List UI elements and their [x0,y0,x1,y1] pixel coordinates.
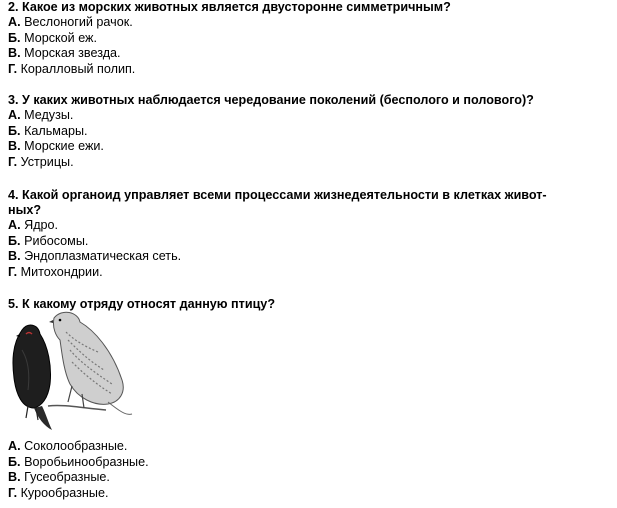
answer-option[interactable] [8,62,451,78]
option-text: Гусеобразные. [24,470,110,485]
answer-option[interactable] [8,249,608,265]
option-letter: Б. [8,123,21,138]
option-text: Морские ежи. [24,139,104,154]
answer-option[interactable] [8,218,608,234]
option-letter: В. [8,249,21,264]
question-title: 3. У каких животных наблюдается чередование поколений (бесполого и полового)? [8,93,534,107]
answer-option[interactable] [8,108,534,124]
option-letter: Г. [8,61,18,76]
option-letter: Г. [8,485,18,500]
option-text: Ядро. [24,218,59,232]
option-text: Рибосомы. [24,233,89,248]
option-text: Коралловый полип. [20,61,136,76]
answer-option[interactable] [8,31,451,47]
option-text: Соколообразные. [24,439,128,453]
option-text: Курообразные. [20,485,109,500]
question-2 [8,0,451,77]
option-letter: Б. [8,233,21,248]
answer-option[interactable] [8,124,534,140]
answer-option[interactable] [8,439,149,455]
option-letter: Б. [8,454,21,469]
option-text: Воробьинообразные. [24,454,149,469]
black-bird-illustration [13,325,52,430]
option-text: Кальмары. [24,123,88,138]
answer-option[interactable] [8,155,534,171]
option-text: Медузы. [24,108,74,122]
option-letter: А. [8,108,21,122]
answer-option[interactable] [8,455,149,471]
answer-option[interactable] [8,265,608,281]
question-title: 2. Какое из морских животных является двусторонне симметричным? [8,0,451,14]
question-title-line-1: 4. Какой органоид управляет всеми процессами жизнедеятельности в клетках живот- [8,188,547,202]
option-letter: В. [8,139,21,154]
option-letter: Г. [8,154,18,169]
birds-illustration [8,310,134,434]
option-text: Морской еж. [24,30,97,45]
option-text: Морская звезда. [24,46,121,61]
option-letter: В. [8,470,21,485]
question-5-options [8,439,149,501]
answer-option[interactable] [8,15,451,31]
question-title-line-2: ных? [8,203,42,217]
option-letter: А. [8,439,21,453]
option-letter: А. [8,218,21,232]
question-title: 5. К какому отряду относят данную птицу? [8,297,276,311]
question-3 [8,93,534,170]
option-text: Устрицы. [20,154,74,169]
answer-option[interactable] [8,46,451,62]
answer-option[interactable] [8,486,149,502]
option-text: Веслоногий рачок. [24,15,133,29]
option-letter: Б. [8,30,21,45]
option-letter: А. [8,15,21,29]
option-letter: Г. [8,264,18,279]
option-text: Эндоплазматическая сеть. [24,249,182,264]
answer-option[interactable] [8,470,149,486]
answer-option[interactable] [8,234,608,250]
grey-bird-illustration [49,312,132,414]
option-text: Митохондрии. [20,264,103,279]
answer-option[interactable] [8,139,534,155]
option-letter: В. [8,46,21,61]
question-4 [8,188,608,280]
